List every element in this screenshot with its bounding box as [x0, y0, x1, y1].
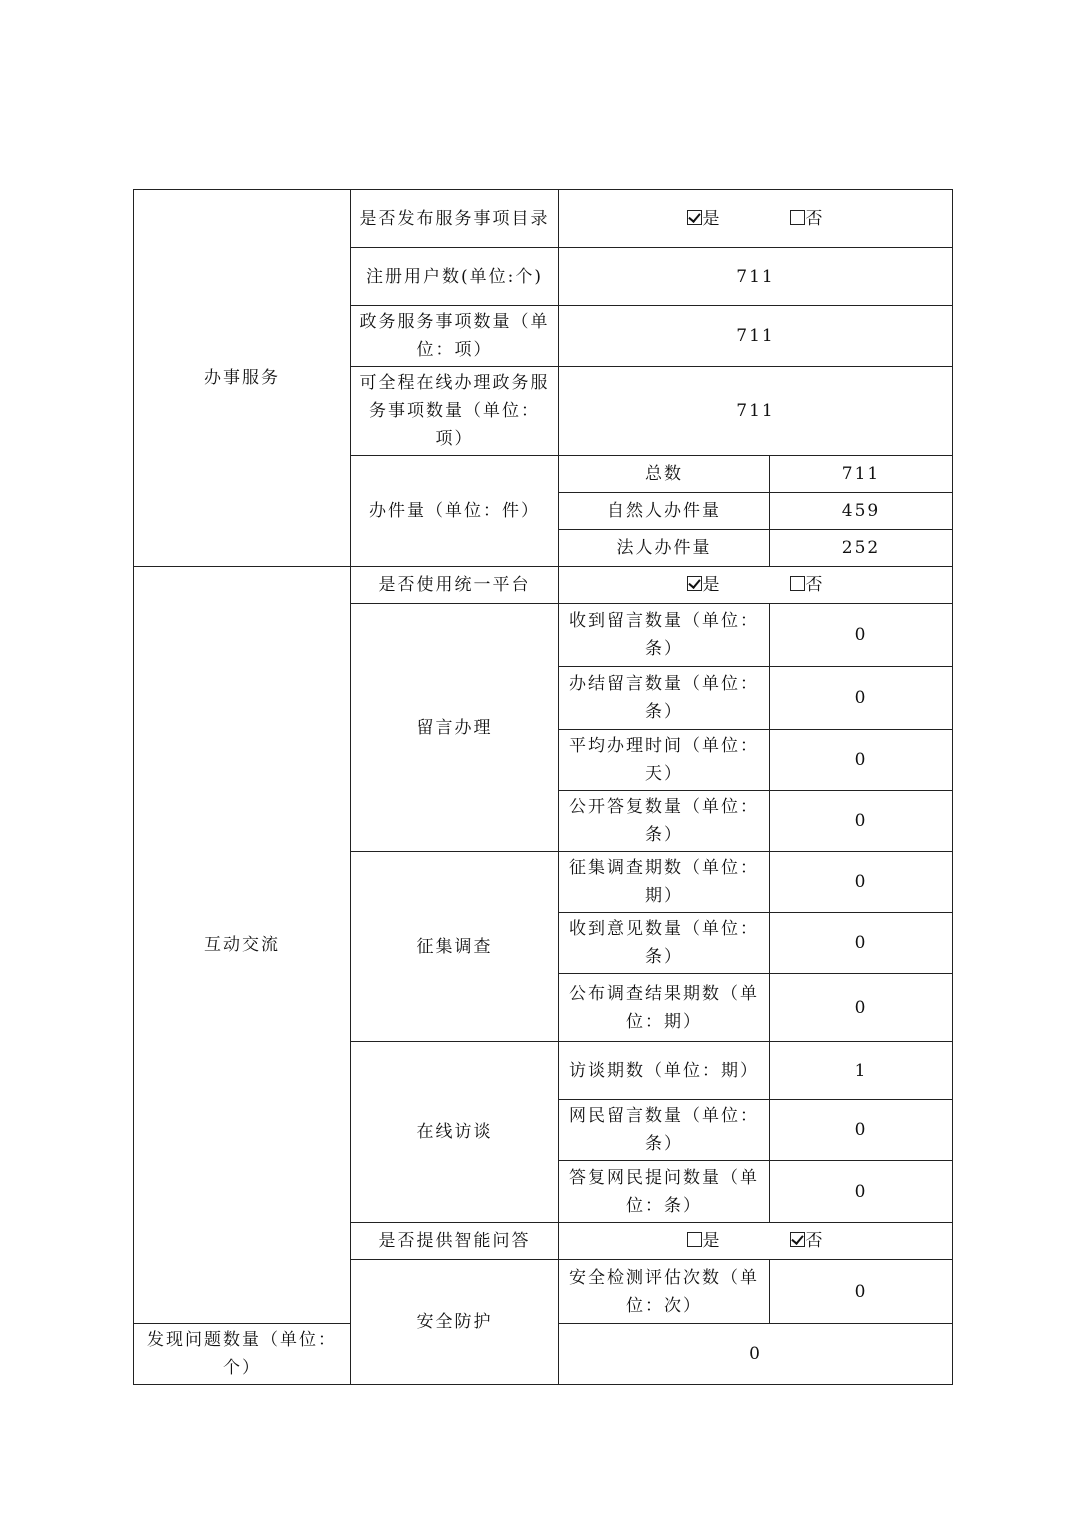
survey-periods-value: 0 — [770, 852, 953, 913]
assess-value: 0 — [770, 1260, 953, 1324]
items-label: 政务服务事项数量（单位：项） — [351, 306, 559, 367]
online-label: 可全程在线办理政务服务事项数量（单位：项） — [351, 367, 559, 456]
items-value: 711 — [559, 306, 953, 367]
interview-periods-label: 访谈期数（单位：期） — [559, 1042, 770, 1100]
msg-received-label: 收到留言数量（单位：条） — [559, 604, 770, 667]
cases-total-label: 总数 — [559, 456, 770, 493]
assess-label: 安全检测评估次数（单位：次） — [559, 1260, 770, 1324]
survey-label: 征集调查 — [351, 852, 559, 1042]
platform-label: 是否使用统一平台 — [351, 567, 559, 604]
cases-total-value: 711 — [770, 456, 953, 493]
msg-public-label: 公开答复数量（单位：条） — [559, 791, 770, 852]
no-label: 否 — [805, 575, 825, 595]
users-value: 711 — [559, 248, 953, 306]
checked-box-icon — [687, 576, 702, 591]
interview-msgs-label: 网民留言数量（单位：条） — [559, 1100, 770, 1161]
msg-done-label: 办结留言数量（单位：条） — [559, 667, 770, 730]
section-security: 安全防护 — [351, 1260, 559, 1385]
unchecked-box-icon — [790, 210, 805, 225]
yes-label: 是 — [702, 208, 722, 229]
cases-legal-value: 252 — [770, 530, 953, 567]
statistics-table — [133, 189, 953, 1385]
cases-natural-label: 自然人办件量 — [559, 493, 770, 530]
catalog-choice — [559, 190, 953, 248]
survey-results-value: 0 — [770, 974, 953, 1042]
section-service: 办事服务 — [134, 190, 351, 567]
no-label: 否 — [805, 208, 825, 229]
online-value: 711 — [559, 367, 953, 456]
platform-choice — [559, 567, 953, 604]
survey-periods-label: 征集调查期数（单位：期） — [559, 852, 770, 913]
interview-label: 在线访谈 — [351, 1042, 559, 1223]
yes-label: 是 — [702, 575, 722, 595]
interview-periods-value: 1 — [770, 1042, 953, 1100]
catalog-label: 是否发布服务事项目录 — [351, 190, 559, 248]
cases-natural-value: 459 — [770, 493, 953, 530]
qa-label: 是否提供智能问答 — [351, 1223, 559, 1260]
cases-legal-label: 法人办件量 — [559, 530, 770, 567]
messages-label: 留言办理 — [351, 604, 559, 852]
msg-avg-label: 平均办理时间（单位：天） — [559, 730, 770, 791]
checked-box-icon — [687, 210, 702, 225]
interview-msgs-value: 0 — [770, 1100, 953, 1161]
unchecked-box-icon — [687, 1232, 702, 1247]
qa-choice — [559, 1223, 953, 1260]
section-interaction: 互动交流 — [134, 567, 351, 1324]
issues-value: 0 — [559, 1324, 953, 1385]
interview-answers-value: 0 — [770, 1161, 953, 1223]
msg-received-value: 0 — [770, 604, 953, 667]
survey-opinions-label: 收到意见数量（单位：条） — [559, 913, 770, 974]
msg-avg-value: 0 — [770, 730, 953, 791]
unchecked-box-icon — [790, 576, 805, 591]
msg-done-value: 0 — [770, 667, 953, 730]
users-label: 注册用户数(单位:个) — [351, 248, 559, 306]
checked-box-icon — [790, 1232, 805, 1247]
survey-results-label: 公布调查结果期数（单位：期） — [559, 974, 770, 1042]
no-label: 否 — [805, 1231, 825, 1251]
issues-label: 发现问题数量（单位：个） — [134, 1324, 351, 1385]
cases-label: 办件量（单位：件） — [351, 456, 559, 567]
yes-label: 是 — [702, 1231, 722, 1251]
interview-answers-label: 答复网民提问数量（单位：条） — [559, 1161, 770, 1223]
msg-public-value: 0 — [770, 791, 953, 852]
survey-opinions-value: 0 — [770, 913, 953, 974]
